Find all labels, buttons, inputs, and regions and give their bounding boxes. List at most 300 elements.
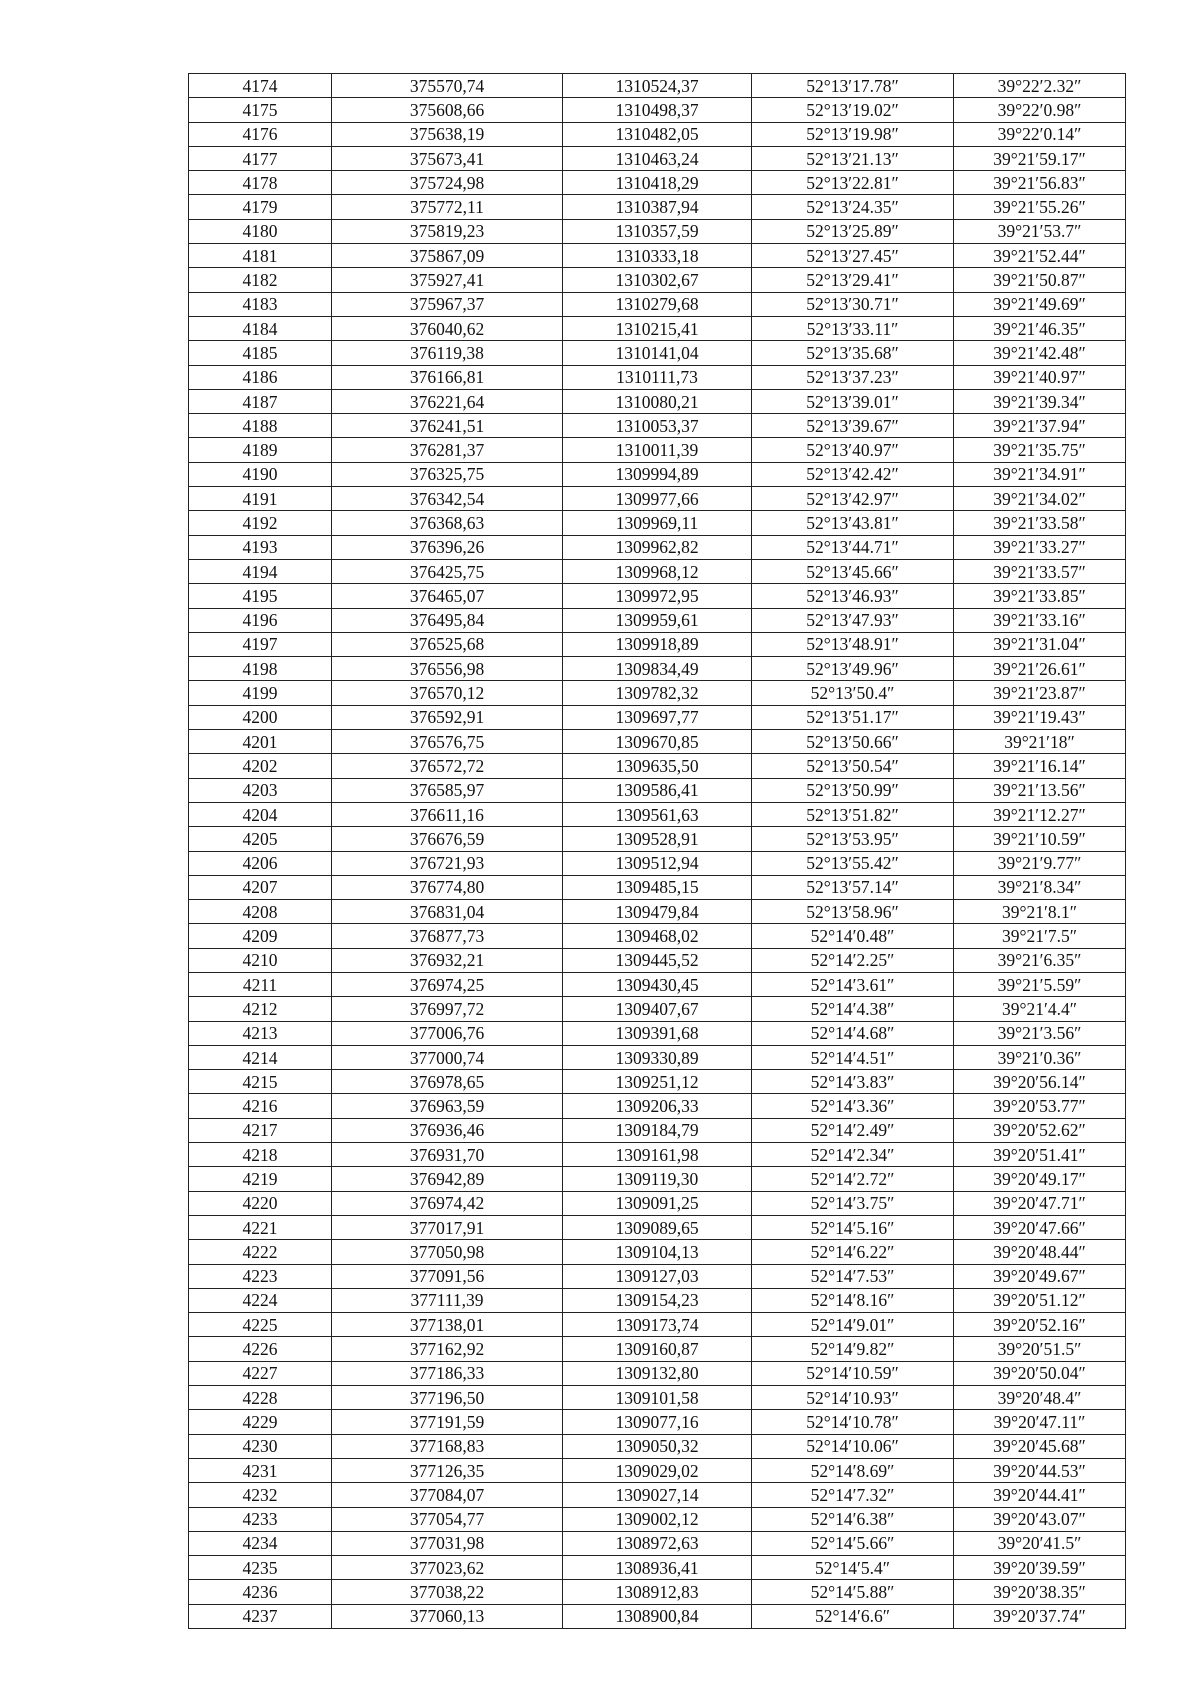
- y-coordinate-cell: 1309091,25: [563, 1191, 752, 1215]
- longitude-cell: 39°20′48.4″: [954, 1386, 1126, 1410]
- latitude-cell: 52°13′19.02″: [752, 98, 954, 122]
- latitude-cell: 52°13′27.45″: [752, 244, 954, 268]
- longitude-cell: 39°21′59.17″: [954, 146, 1126, 170]
- table-row: [189, 171, 1126, 195]
- table-row: [189, 195, 1126, 219]
- longitude-cell: 39°21′8.34″: [954, 875, 1126, 899]
- table-row: [189, 1143, 1126, 1167]
- table-row: [189, 1458, 1126, 1482]
- table-row: [189, 1045, 1126, 1069]
- longitude-cell: 39°21′7.5″: [954, 924, 1126, 948]
- latitude-cell: 52°13′45.66″: [752, 559, 954, 583]
- point-number-cell: 4230: [189, 1434, 332, 1458]
- longitude-cell: 39°21′37.94″: [954, 414, 1126, 438]
- table-row: [189, 1507, 1126, 1531]
- latitude-cell: 52°13′48.91″: [752, 632, 954, 656]
- x-coordinate-cell: 376465,07: [332, 584, 563, 608]
- latitude-cell: 52°13′19.98″: [752, 122, 954, 146]
- table-row: [189, 827, 1126, 851]
- y-coordinate-cell: 1308972,63: [563, 1531, 752, 1555]
- point-number-cell: 4206: [189, 851, 332, 875]
- latitude-cell: 52°14′6.38″: [752, 1507, 954, 1531]
- longitude-cell: 39°21′55.26″: [954, 195, 1126, 219]
- y-coordinate-cell: 1309528,91: [563, 827, 752, 851]
- latitude-cell: 52°13′42.97″: [752, 487, 954, 511]
- point-number-cell: 4218: [189, 1143, 332, 1167]
- longitude-cell: 39°20′49.67″: [954, 1264, 1126, 1288]
- x-coordinate-cell: 375967,37: [332, 292, 563, 316]
- table-row: [189, 219, 1126, 243]
- point-number-cell: 4214: [189, 1045, 332, 1069]
- longitude-cell: 39°21′42.48″: [954, 341, 1126, 365]
- y-coordinate-cell: 1309994,89: [563, 462, 752, 486]
- longitude-cell: 39°20′47.66″: [954, 1215, 1126, 1239]
- point-number-cell: 4202: [189, 754, 332, 778]
- y-coordinate-cell: 1309251,12: [563, 1070, 752, 1094]
- table-row: [189, 1240, 1126, 1264]
- x-coordinate-cell: 377111,39: [332, 1288, 563, 1312]
- latitude-cell: 52°14′3.75″: [752, 1191, 954, 1215]
- table-row: [189, 608, 1126, 632]
- y-coordinate-cell: 1309206,33: [563, 1094, 752, 1118]
- y-coordinate-cell: 1310524,37: [563, 74, 752, 98]
- table-row: [189, 341, 1126, 365]
- table-row: [189, 875, 1126, 899]
- point-number-cell: 4175: [189, 98, 332, 122]
- table-row: [189, 851, 1126, 875]
- table-row: [189, 1337, 1126, 1361]
- latitude-cell: 52°13′50.99″: [752, 778, 954, 802]
- y-coordinate-cell: 1309959,61: [563, 608, 752, 632]
- point-number-cell: 4185: [189, 341, 332, 365]
- longitude-cell: 39°21′33.57″: [954, 559, 1126, 583]
- table-row: [189, 924, 1126, 948]
- y-coordinate-cell: 1309161,98: [563, 1143, 752, 1167]
- y-coordinate-cell: 1309969,11: [563, 511, 752, 535]
- x-coordinate-cell: 375608,66: [332, 98, 563, 122]
- x-coordinate-cell: 375724,98: [332, 171, 563, 195]
- longitude-cell: 39°21′33.27″: [954, 535, 1126, 559]
- latitude-cell: 52°13′57.14″: [752, 875, 954, 899]
- x-coordinate-cell: 377054,77: [332, 1507, 563, 1531]
- x-coordinate-cell: 376166,81: [332, 365, 563, 389]
- longitude-cell: 39°21′34.02″: [954, 487, 1126, 511]
- table-row: [189, 438, 1126, 462]
- point-number-cell: 4183: [189, 292, 332, 316]
- y-coordinate-cell: 1309445,52: [563, 948, 752, 972]
- y-coordinate-cell: 1309468,02: [563, 924, 752, 948]
- point-number-cell: 4177: [189, 146, 332, 170]
- latitude-cell: 52°13′51.82″: [752, 802, 954, 826]
- point-number-cell: 4211: [189, 972, 332, 996]
- longitude-cell: 39°21′31.04″: [954, 632, 1126, 656]
- point-number-cell: 4216: [189, 1094, 332, 1118]
- y-coordinate-cell: 1310463,24: [563, 146, 752, 170]
- point-number-cell: 4225: [189, 1313, 332, 1337]
- table-row: [189, 754, 1126, 778]
- latitude-cell: 52°13′35.68″: [752, 341, 954, 365]
- point-number-cell: 4209: [189, 924, 332, 948]
- point-number-cell: 4212: [189, 997, 332, 1021]
- longitude-cell: 39°20′50.04″: [954, 1361, 1126, 1385]
- y-coordinate-cell: 1309782,32: [563, 681, 752, 705]
- y-coordinate-cell: 1310357,59: [563, 219, 752, 243]
- x-coordinate-cell: 377138,01: [332, 1313, 563, 1337]
- table-row: [189, 1386, 1126, 1410]
- latitude-cell: 52°14′4.38″: [752, 997, 954, 1021]
- longitude-cell: 39°20′44.41″: [954, 1483, 1126, 1507]
- x-coordinate-cell: 376241,51: [332, 414, 563, 438]
- table-row: [189, 487, 1126, 511]
- x-coordinate-cell: 376831,04: [332, 900, 563, 924]
- latitude-cell: 52°13′39.67″: [752, 414, 954, 438]
- table-row: [189, 414, 1126, 438]
- x-coordinate-cell: 375638,19: [332, 122, 563, 146]
- coordinates-table-body: [189, 74, 1126, 1629]
- y-coordinate-cell: 1309077,16: [563, 1410, 752, 1434]
- table-row: [189, 535, 1126, 559]
- point-number-cell: 4232: [189, 1483, 332, 1507]
- y-coordinate-cell: 1309127,03: [563, 1264, 752, 1288]
- y-coordinate-cell: 1309173,74: [563, 1313, 752, 1337]
- table-row: [189, 1021, 1126, 1045]
- longitude-cell: 39°21′9.77″: [954, 851, 1126, 875]
- point-number-cell: 4174: [189, 74, 332, 98]
- longitude-cell: 39°21′53.7″: [954, 219, 1126, 243]
- y-coordinate-cell: 1309512,94: [563, 851, 752, 875]
- longitude-cell: 39°20′47.71″: [954, 1191, 1126, 1215]
- table-row: [189, 1264, 1126, 1288]
- point-number-cell: 4195: [189, 584, 332, 608]
- latitude-cell: 52°13′25.89″: [752, 219, 954, 243]
- latitude-cell: 52°13′50.54″: [752, 754, 954, 778]
- latitude-cell: 52°14′10.78″: [752, 1410, 954, 1434]
- table-row: [189, 1215, 1126, 1239]
- x-coordinate-cell: 376585,97: [332, 778, 563, 802]
- table-row: [189, 1191, 1126, 1215]
- x-coordinate-cell: 377031,98: [332, 1531, 563, 1555]
- y-coordinate-cell: 1310011,39: [563, 438, 752, 462]
- point-number-cell: 4201: [189, 730, 332, 754]
- table-row: [189, 972, 1126, 996]
- latitude-cell: 52°14′5.88″: [752, 1580, 954, 1604]
- table-row: [189, 292, 1126, 316]
- latitude-cell: 52°14′10.06″: [752, 1434, 954, 1458]
- table-row: [189, 74, 1126, 98]
- longitude-cell: 39°21′46.35″: [954, 316, 1126, 340]
- longitude-cell: 39°21′33.58″: [954, 511, 1126, 535]
- latitude-cell: 52°13′44.71″: [752, 535, 954, 559]
- latitude-cell: 52°14′3.83″: [752, 1070, 954, 1094]
- point-number-cell: 4184: [189, 316, 332, 340]
- point-number-cell: 4176: [189, 122, 332, 146]
- point-number-cell: 4198: [189, 657, 332, 681]
- x-coordinate-cell: 375570,74: [332, 74, 563, 98]
- y-coordinate-cell: 1310333,18: [563, 244, 752, 268]
- longitude-cell: 39°21′34.91″: [954, 462, 1126, 486]
- latitude-cell: 52°13′40.97″: [752, 438, 954, 462]
- coordinates-table: [188, 73, 1126, 1629]
- y-coordinate-cell: 1309330,89: [563, 1045, 752, 1069]
- x-coordinate-cell: 376877,73: [332, 924, 563, 948]
- latitude-cell: 52°14′7.53″: [752, 1264, 954, 1288]
- x-coordinate-cell: 376997,72: [332, 997, 563, 1021]
- y-coordinate-cell: 1309972,95: [563, 584, 752, 608]
- latitude-cell: 52°13′39.01″: [752, 389, 954, 413]
- x-coordinate-cell: 375819,23: [332, 219, 563, 243]
- y-coordinate-cell: 1310053,37: [563, 414, 752, 438]
- y-coordinate-cell: 1309119,30: [563, 1167, 752, 1191]
- y-coordinate-cell: 1309407,67: [563, 997, 752, 1021]
- point-number-cell: 4191: [189, 487, 332, 511]
- y-coordinate-cell: 1310215,41: [563, 316, 752, 340]
- longitude-cell: 39°20′52.16″: [954, 1313, 1126, 1337]
- x-coordinate-cell: 376774,80: [332, 875, 563, 899]
- table-row: [189, 1118, 1126, 1142]
- table-row: [189, 559, 1126, 583]
- y-coordinate-cell: 1310080,21: [563, 389, 752, 413]
- point-number-cell: 4182: [189, 268, 332, 292]
- table-row: [189, 730, 1126, 754]
- latitude-cell: 52°14′2.34″: [752, 1143, 954, 1167]
- point-number-cell: 4220: [189, 1191, 332, 1215]
- point-number-cell: 4197: [189, 632, 332, 656]
- point-number-cell: 4179: [189, 195, 332, 219]
- point-number-cell: 4188: [189, 414, 332, 438]
- longitude-cell: 39°20′39.59″: [954, 1556, 1126, 1580]
- latitude-cell: 52°14′5.16″: [752, 1215, 954, 1239]
- x-coordinate-cell: 375772,11: [332, 195, 563, 219]
- point-number-cell: 4226: [189, 1337, 332, 1361]
- latitude-cell: 52°13′50.66″: [752, 730, 954, 754]
- point-number-cell: 4192: [189, 511, 332, 535]
- latitude-cell: 52°13′46.93″: [752, 584, 954, 608]
- latitude-cell: 52°14′10.59″: [752, 1361, 954, 1385]
- longitude-cell: 39°21′10.59″: [954, 827, 1126, 851]
- longitude-cell: 39°20′53.77″: [954, 1094, 1126, 1118]
- x-coordinate-cell: 377050,98: [332, 1240, 563, 1264]
- latitude-cell: 52°13′50.4″: [752, 681, 954, 705]
- y-coordinate-cell: 1310279,68: [563, 292, 752, 316]
- y-coordinate-cell: 1309027,14: [563, 1483, 752, 1507]
- point-number-cell: 4233: [189, 1507, 332, 1531]
- table-row: [189, 1556, 1126, 1580]
- x-coordinate-cell: 377196,50: [332, 1386, 563, 1410]
- table-row: [189, 511, 1126, 535]
- table-row: [189, 1070, 1126, 1094]
- longitude-cell: 39°21′8.1″: [954, 900, 1126, 924]
- x-coordinate-cell: 376281,37: [332, 438, 563, 462]
- x-coordinate-cell: 376525,68: [332, 632, 563, 656]
- latitude-cell: 52°14′10.93″: [752, 1386, 954, 1410]
- latitude-cell: 52°13′53.95″: [752, 827, 954, 851]
- table-row: [189, 632, 1126, 656]
- point-number-cell: 4189: [189, 438, 332, 462]
- latitude-cell: 52°13′51.17″: [752, 705, 954, 729]
- x-coordinate-cell: 377023,62: [332, 1556, 563, 1580]
- point-number-cell: 4224: [189, 1288, 332, 1312]
- latitude-cell: 52°14′4.68″: [752, 1021, 954, 1045]
- x-coordinate-cell: 376040,62: [332, 316, 563, 340]
- latitude-cell: 52°14′8.16″: [752, 1288, 954, 1312]
- longitude-cell: 39°21′12.27″: [954, 802, 1126, 826]
- longitude-cell: 39°21′13.56″: [954, 778, 1126, 802]
- point-number-cell: 4213: [189, 1021, 332, 1045]
- longitude-cell: 39°20′51.5″: [954, 1337, 1126, 1361]
- point-number-cell: 4208: [189, 900, 332, 924]
- point-number-cell: 4204: [189, 802, 332, 826]
- table-row: [189, 1410, 1126, 1434]
- x-coordinate-cell: 377060,13: [332, 1604, 563, 1628]
- table-row: [189, 146, 1126, 170]
- latitude-cell: 52°14′6.6″: [752, 1604, 954, 1628]
- latitude-cell: 52°14′7.32″: [752, 1483, 954, 1507]
- table-row: [189, 584, 1126, 608]
- table-row: [189, 1434, 1126, 1458]
- latitude-cell: 52°13′49.96″: [752, 657, 954, 681]
- y-coordinate-cell: 1309029,02: [563, 1458, 752, 1482]
- y-coordinate-cell: 1309834,49: [563, 657, 752, 681]
- table-row: [189, 462, 1126, 486]
- x-coordinate-cell: 377126,35: [332, 1458, 563, 1482]
- point-number-cell: 4196: [189, 608, 332, 632]
- y-coordinate-cell: 1309002,12: [563, 1507, 752, 1531]
- x-coordinate-cell: 376721,93: [332, 851, 563, 875]
- x-coordinate-cell: 377162,92: [332, 1337, 563, 1361]
- longitude-cell: 39°21′35.75″: [954, 438, 1126, 462]
- y-coordinate-cell: 1309479,84: [563, 900, 752, 924]
- y-coordinate-cell: 1309918,89: [563, 632, 752, 656]
- x-coordinate-cell: 376592,91: [332, 705, 563, 729]
- longitude-cell: 39°21′23.87″: [954, 681, 1126, 705]
- point-number-cell: 4193: [189, 535, 332, 559]
- latitude-cell: 52°13′58.96″: [752, 900, 954, 924]
- longitude-cell: 39°20′52.62″: [954, 1118, 1126, 1142]
- point-number-cell: 4207: [189, 875, 332, 899]
- y-coordinate-cell: 1309160,87: [563, 1337, 752, 1361]
- point-number-cell: 4194: [189, 559, 332, 583]
- longitude-cell: 39°20′49.17″: [954, 1167, 1126, 1191]
- y-coordinate-cell: 1308936,41: [563, 1556, 752, 1580]
- longitude-cell: 39°20′56.14″: [954, 1070, 1126, 1094]
- table-row: [189, 1094, 1126, 1118]
- longitude-cell: 39°21′19.43″: [954, 705, 1126, 729]
- x-coordinate-cell: 376570,12: [332, 681, 563, 705]
- table-row: [189, 778, 1126, 802]
- point-number-cell: 4180: [189, 219, 332, 243]
- x-coordinate-cell: 376942,89: [332, 1167, 563, 1191]
- longitude-cell: 39°20′47.11″: [954, 1410, 1126, 1434]
- table-row: [189, 1313, 1126, 1337]
- x-coordinate-cell: 376932,21: [332, 948, 563, 972]
- y-coordinate-cell: 1309962,82: [563, 535, 752, 559]
- x-coordinate-cell: 376425,75: [332, 559, 563, 583]
- point-number-cell: 4235: [189, 1556, 332, 1580]
- x-coordinate-cell: 376342,54: [332, 487, 563, 511]
- latitude-cell: 52°14′5.66″: [752, 1531, 954, 1555]
- longitude-cell: 39°21′3.56″: [954, 1021, 1126, 1045]
- y-coordinate-cell: 1309050,32: [563, 1434, 752, 1458]
- y-coordinate-cell: 1309430,45: [563, 972, 752, 996]
- x-coordinate-cell: 377168,83: [332, 1434, 563, 1458]
- y-coordinate-cell: 1310141,04: [563, 341, 752, 365]
- longitude-cell: 39°20′41.5″: [954, 1531, 1126, 1555]
- y-coordinate-cell: 1309391,68: [563, 1021, 752, 1045]
- table-row: [189, 365, 1126, 389]
- latitude-cell: 52°13′17.78″: [752, 74, 954, 98]
- longitude-cell: 39°22′0.14″: [954, 122, 1126, 146]
- y-coordinate-cell: 1310302,67: [563, 268, 752, 292]
- latitude-cell: 52°14′4.51″: [752, 1045, 954, 1069]
- latitude-cell: 52°14′9.01″: [752, 1313, 954, 1337]
- y-coordinate-cell: 1310418,29: [563, 171, 752, 195]
- x-coordinate-cell: 376978,65: [332, 1070, 563, 1094]
- longitude-cell: 39°20′44.53″: [954, 1458, 1126, 1482]
- x-coordinate-cell: 377017,91: [332, 1215, 563, 1239]
- table-row: [189, 98, 1126, 122]
- longitude-cell: 39°20′51.41″: [954, 1143, 1126, 1167]
- point-number-cell: 4181: [189, 244, 332, 268]
- longitude-cell: 39°21′26.61″: [954, 657, 1126, 681]
- latitude-cell: 52°14′2.72″: [752, 1167, 954, 1191]
- table-row: [189, 316, 1126, 340]
- point-number-cell: 4228: [189, 1386, 332, 1410]
- point-number-cell: 4215: [189, 1070, 332, 1094]
- latitude-cell: 52°14′2.25″: [752, 948, 954, 972]
- latitude-cell: 52°14′2.49″: [752, 1118, 954, 1142]
- longitude-cell: 39°21′5.59″: [954, 972, 1126, 996]
- x-coordinate-cell: 376936,46: [332, 1118, 563, 1142]
- point-number-cell: 4237: [189, 1604, 332, 1628]
- longitude-cell: 39°20′45.68″: [954, 1434, 1126, 1458]
- x-coordinate-cell: 376368,63: [332, 511, 563, 535]
- x-coordinate-cell: 377038,22: [332, 1580, 563, 1604]
- y-coordinate-cell: 1309104,13: [563, 1240, 752, 1264]
- latitude-cell: 52°14′9.82″: [752, 1337, 954, 1361]
- y-coordinate-cell: 1309697,77: [563, 705, 752, 729]
- x-coordinate-cell: 375673,41: [332, 146, 563, 170]
- latitude-cell: 52°13′24.35″: [752, 195, 954, 219]
- longitude-cell: 39°21′50.87″: [954, 268, 1126, 292]
- longitude-cell: 39°22′0.98″: [954, 98, 1126, 122]
- point-number-cell: 4221: [189, 1215, 332, 1239]
- x-coordinate-cell: 376221,64: [332, 389, 563, 413]
- y-coordinate-cell: 1309154,23: [563, 1288, 752, 1312]
- longitude-cell: 39°21′49.69″: [954, 292, 1126, 316]
- point-number-cell: 4210: [189, 948, 332, 972]
- latitude-cell: 52°13′37.23″: [752, 365, 954, 389]
- table-row: [189, 1531, 1126, 1555]
- x-coordinate-cell: 376495,84: [332, 608, 563, 632]
- point-number-cell: 4229: [189, 1410, 332, 1434]
- point-number-cell: 4187: [189, 389, 332, 413]
- table-row: [189, 657, 1126, 681]
- point-number-cell: 4178: [189, 171, 332, 195]
- x-coordinate-cell: 376963,59: [332, 1094, 563, 1118]
- latitude-cell: 52°13′42.42″: [752, 462, 954, 486]
- y-coordinate-cell: 1309635,50: [563, 754, 752, 778]
- table-row: [189, 948, 1126, 972]
- x-coordinate-cell: 376576,75: [332, 730, 563, 754]
- table-row: [189, 900, 1126, 924]
- x-coordinate-cell: 377084,07: [332, 1483, 563, 1507]
- y-coordinate-cell: 1309977,66: [563, 487, 752, 511]
- point-number-cell: 4219: [189, 1167, 332, 1191]
- latitude-cell: 52°14′8.69″: [752, 1458, 954, 1482]
- x-coordinate-cell: 377006,76: [332, 1021, 563, 1045]
- y-coordinate-cell: 1310387,94: [563, 195, 752, 219]
- x-coordinate-cell: 376931,70: [332, 1143, 563, 1167]
